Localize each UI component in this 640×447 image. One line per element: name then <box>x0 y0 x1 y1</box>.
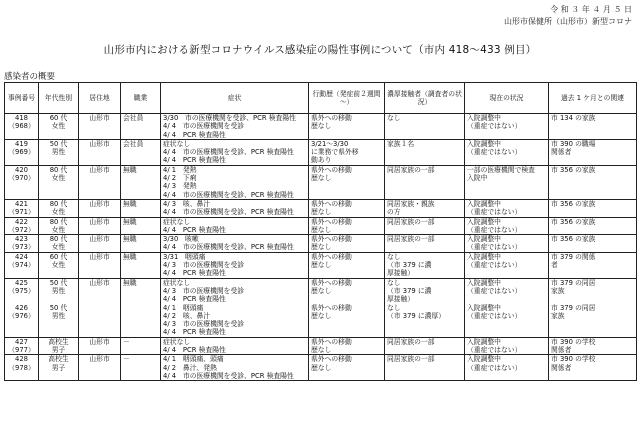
table-row <box>5 252 637 278</box>
column-header: 居住地 <box>79 83 121 114</box>
cell-line: 市 390 の学校 <box>551 355 596 364</box>
cell-line: 市 356 の家族 <box>551 165 596 174</box>
cell-line: 4/ 3 市の医療機関を受診 <box>163 261 245 270</box>
cell-line: 60 代 <box>49 114 68 122</box>
cell-line: 3/31 咽頭痛 <box>163 252 206 261</box>
cell-line: 418 <box>15 114 28 122</box>
case-number-cell <box>5 139 39 165</box>
cell-line: 419 <box>15 139 28 148</box>
cell-line: 県外への移動 <box>311 303 352 312</box>
cell-line: 80 代 <box>49 235 68 244</box>
activity-history-cell <box>309 355 385 381</box>
column-header: 事例番号 <box>5 83 39 114</box>
cell-line: 4/ 1 咽頭痛、頭痛 <box>163 355 224 364</box>
relation-cell <box>549 217 637 235</box>
case-number-cell <box>5 355 39 381</box>
cell-line: 4/ 4 PCR 検査陽性 <box>163 130 226 139</box>
table-row <box>5 278 637 337</box>
current-status-cell <box>465 278 549 337</box>
table-body <box>5 114 637 381</box>
case-number-cell <box>5 235 39 253</box>
current-status-cell <box>465 199 549 217</box>
cell-line: の方 <box>387 208 401 217</box>
age-sex-cell <box>39 252 79 278</box>
cell-line: 県外への移動 <box>311 235 352 244</box>
cell-line: 60 代 <box>49 252 68 261</box>
cell-line: （978） <box>8 363 35 372</box>
cell-line: （重症ではない） <box>467 346 522 355</box>
activity-history-cell <box>309 139 385 165</box>
cell-line: 県外への移動 <box>311 114 352 122</box>
cell-line: 歴なし <box>311 363 332 372</box>
cell-line: 女性 <box>51 261 66 270</box>
occupation-cell: 無職 <box>121 252 161 278</box>
cell-line: 家族 <box>551 286 565 295</box>
cell-line: 4/ 3 市の医療機関を受診 <box>163 320 245 329</box>
cell-line: 同居家族・親族 <box>387 199 435 208</box>
cell-line <box>41 295 76 303</box>
cell-line: 4/ 4 市の医療機関を受診、PCR 検査陽性 <box>163 190 294 199</box>
cell-line: 市 390 の職場 <box>551 139 596 148</box>
cell-line: 症状なし <box>163 139 191 148</box>
table-row <box>5 114 637 140</box>
case-number-cell <box>5 278 39 337</box>
cell-line: （重症ではない） <box>467 208 522 217</box>
close-contacts-cell <box>385 235 465 253</box>
cell-line: に業務で県外移 <box>311 148 359 157</box>
cell-line: 女性 <box>51 122 66 131</box>
cell-line: 421 <box>15 199 28 208</box>
cell-line: 4/ 1 発熱 <box>163 165 197 174</box>
current-status-cell <box>465 235 549 253</box>
column-header: 職業 <box>121 83 161 114</box>
cell-line: 歴なし <box>311 286 332 295</box>
relation-cell <box>549 337 637 355</box>
cell-line: 市 356 の家族 <box>551 235 596 244</box>
cell-line: （重症ではない） <box>467 243 522 252</box>
cell-line: 県外への移動 <box>311 355 352 364</box>
case-number-cell <box>5 252 39 278</box>
cell-line: 4/ 4 市の医療機関を受診、PCR 検査陽性 <box>163 371 294 380</box>
residence-cell: 山形市 <box>79 278 121 337</box>
cell-line: 4/ 2 下痢 <box>163 174 197 183</box>
cell-line: 3/30 市の医療機関を受診、PCR 検査陽性 <box>163 114 296 122</box>
cell-line: 歴なし <box>311 346 332 355</box>
cell-line: 入院調整中 <box>467 217 501 226</box>
current-status-cell <box>465 165 549 199</box>
residence-cell: 山形市 <box>79 114 121 140</box>
cell-line: 一部の医療機関で検査 <box>467 165 535 174</box>
occupation-cell: － <box>121 355 161 381</box>
cell-line: 市 379 の関係 <box>551 252 596 261</box>
table-row <box>5 199 637 217</box>
cell-line: 県外への移動 <box>311 217 352 226</box>
age-sex-cell <box>39 139 79 165</box>
cell-line: 入院調整中 <box>467 199 501 208</box>
age-sex-cell <box>39 235 79 253</box>
column-header: 行動歴（発症前２週間～） <box>309 83 385 114</box>
column-header: 過去 1 ケ月との関連 <box>549 83 637 114</box>
cell-line: 男性 <box>51 148 66 157</box>
cell-line: 425 <box>15 278 28 287</box>
close-contacts-cell <box>385 355 465 381</box>
symptoms-cell <box>161 139 309 165</box>
cell-line: （976） <box>8 311 35 320</box>
residence-cell: 山形市 <box>79 355 121 381</box>
cell-line: 426 <box>15 303 28 312</box>
relation-cell <box>549 199 637 217</box>
cell-line: 3/21～3/30 <box>311 139 349 148</box>
cell-line: 症状なし <box>163 337 191 346</box>
document-date: 令 和 ３ 年 ４ 月 ５ 日 <box>550 5 632 14</box>
case-number-cell <box>5 114 39 140</box>
activity-history-cell <box>309 235 385 253</box>
residence-cell: 山形市 <box>79 139 121 165</box>
cell-line: 者 <box>551 261 558 270</box>
cell-line: 入院調整中 <box>467 278 501 287</box>
document-header <box>504 4 632 28</box>
cell-line: 4/ 4 市の医療機関を受診、PCR 検査陽性 <box>163 243 294 252</box>
close-contacts-cell <box>385 252 465 278</box>
activity-history-cell <box>309 337 385 355</box>
cell-line <box>551 295 634 303</box>
cell-line: 男性 <box>51 311 66 320</box>
close-contacts-cell <box>385 278 465 337</box>
symptoms-cell <box>161 199 309 217</box>
cell-line: 422 <box>15 217 28 226</box>
cell-line: 歴なし <box>311 208 332 217</box>
table-row <box>5 355 637 381</box>
cell-line <box>311 295 382 303</box>
occupation-cell: 会社員 <box>121 114 161 140</box>
cell-line: （969） <box>8 148 35 157</box>
cell-line: 4/ 4 市の医療機関を受診、PCR 検査陽性 <box>163 148 294 157</box>
residence-cell: 山形市 <box>79 235 121 253</box>
age-sex-cell <box>39 165 79 199</box>
cell-line: 入院調整中 <box>467 337 501 346</box>
cell-line: なし <box>387 114 401 122</box>
age-sex-cell <box>39 278 79 337</box>
activity-history-cell <box>309 199 385 217</box>
cell-line: （973） <box>8 243 35 252</box>
current-status-cell <box>465 355 549 381</box>
cell-line: 県外への移動 <box>311 252 352 261</box>
cell-line: 高校生 <box>48 337 69 346</box>
relation-cell <box>549 139 637 165</box>
symptoms-cell <box>161 355 309 381</box>
symptoms-cell <box>161 217 309 235</box>
activity-history-cell <box>309 252 385 278</box>
cell-line: 80 代 <box>49 199 68 208</box>
cell-line: 同居家族の一部 <box>387 337 435 346</box>
cell-line: （市 379 に濃 <box>387 261 432 270</box>
cell-line: 4/ 3 市の医療機関を受診 <box>163 286 245 295</box>
cell-line: （重症ではない） <box>467 311 522 320</box>
activity-history-cell <box>309 165 385 199</box>
cell-line: 4/ 2 鼻汁、発熱 <box>163 363 217 372</box>
current-status-cell <box>465 139 549 165</box>
close-contacts-cell <box>385 114 465 140</box>
cell-line: 4/ 4 PCR 検査陽性 <box>163 295 226 304</box>
cell-line: 入院中 <box>467 174 488 183</box>
cell-line: 歴なし <box>311 261 332 270</box>
table-header <box>5 83 637 114</box>
cell-line: 市 356 の家族 <box>551 199 596 208</box>
cell-line: 4/ 4 市の医療機関を受診、PCR 検査陽性 <box>163 208 294 217</box>
cell-line: 50 代 <box>49 303 68 312</box>
age-sex-cell <box>39 217 79 235</box>
cell-line: 関係者 <box>551 363 572 372</box>
cell-line: 女性 <box>51 208 66 217</box>
page-title: 山形市内における新型コロナウイルス感染症の陽性事例について（市内 418～433 例目） <box>103 44 537 56</box>
cell-line: （重症ではない） <box>467 122 522 131</box>
cell-line: 女性 <box>51 225 66 234</box>
cell-line: 入院調整中 <box>467 139 501 148</box>
cell-line: （972） <box>8 225 35 234</box>
relation-cell <box>549 355 637 381</box>
cell-line: 歴なし <box>311 311 332 320</box>
case-number-cell <box>5 337 39 355</box>
cell-line: 80 代 <box>49 217 68 226</box>
current-status-cell <box>465 217 549 235</box>
cell-line: 4/ 4 PCR 検査陽性 <box>163 328 226 337</box>
residence-cell: 山形市 <box>79 337 121 355</box>
age-sex-cell <box>39 199 79 217</box>
cell-line: （968） <box>8 122 35 131</box>
cell-line: 症状なし <box>163 217 191 226</box>
cell-line: 県外への移動 <box>311 337 352 346</box>
close-contacts-cell <box>385 337 465 355</box>
activity-history-cell <box>309 217 385 235</box>
occupation-cell: － <box>121 337 161 355</box>
cell-line: 市 379 の同居 <box>551 303 596 312</box>
relation-cell <box>549 278 637 337</box>
cell-line: 4/ 4 PCR 検査陽性 <box>163 225 226 234</box>
section-label: 感染者の概要 <box>4 72 56 82</box>
relation-cell <box>549 114 637 140</box>
symptoms-cell <box>161 235 309 253</box>
case-number-cell <box>5 217 39 235</box>
cell-line: 家族１名 <box>387 139 415 148</box>
close-contacts-cell <box>385 217 465 235</box>
occupation-cell: 無職 <box>121 165 161 199</box>
current-status-cell <box>465 337 549 355</box>
cell-line: 家族 <box>551 311 565 320</box>
close-contacts-cell <box>385 165 465 199</box>
table-row <box>5 217 637 235</box>
residence-cell: 山形市 <box>79 165 121 199</box>
cell-line: 関係者 <box>551 346 572 355</box>
symptoms-cell <box>161 337 309 355</box>
close-contacts-cell <box>385 139 465 165</box>
cell-line: 4/ 4 PCR 検査陽性 <box>163 346 226 355</box>
close-contacts-cell <box>385 199 465 217</box>
relation-cell <box>549 235 637 253</box>
relation-cell <box>549 252 637 278</box>
cell-line: 428 <box>15 355 28 364</box>
age-sex-cell <box>39 114 79 140</box>
header-row <box>5 83 637 114</box>
cell-line: なし <box>387 278 401 287</box>
cell-line: 市 356 の家族 <box>551 217 596 226</box>
cell-line: 入院調整中 <box>467 114 501 122</box>
cell-line <box>7 295 36 303</box>
cell-line: 男子 <box>51 363 66 372</box>
current-status-cell <box>465 252 549 278</box>
cell-line: 同居家族の一部 <box>387 355 435 364</box>
cell-line: 420 <box>15 165 28 174</box>
cell-line: （重症ではない） <box>467 363 522 372</box>
cell-line: 424 <box>15 252 28 261</box>
symptoms-cell <box>161 165 309 199</box>
age-sex-cell <box>39 337 79 355</box>
activity-history-cell <box>309 114 385 140</box>
table-row <box>5 337 637 355</box>
cell-line: （971） <box>8 208 35 217</box>
cell-line: なし <box>387 252 401 261</box>
cell-line: 市 134 の家族 <box>551 114 596 122</box>
cell-line: 歴なし <box>311 243 332 252</box>
cell-line: 女性 <box>51 243 66 252</box>
cell-line: 4/ 4 PCR 検査陽性 <box>163 156 226 165</box>
cell-line: 市 379 の同居 <box>551 278 596 287</box>
occupation-cell: 無職 <box>121 217 161 235</box>
cell-line: 市 390 の学校 <box>551 337 596 346</box>
table-row <box>5 235 637 253</box>
cell-line: （重症ではない） <box>467 225 522 234</box>
cell-line: 4/ 2 咳、鼻汁 <box>163 311 211 320</box>
cell-line: 4/ 1 咽頭痛 <box>163 303 204 312</box>
cell-line: 427 <box>15 337 28 346</box>
cell-line: 県外への移動 <box>311 165 352 174</box>
cell-line: 同居家族の一部 <box>387 165 435 174</box>
column-header: 症状 <box>161 83 309 114</box>
cell-line: 同居家族の一部 <box>387 235 435 244</box>
activity-history-cell <box>309 278 385 337</box>
cell-line: （重症ではない） <box>467 261 522 270</box>
occupation-cell: 無職 <box>121 199 161 217</box>
residence-cell: 山形市 <box>79 252 121 278</box>
cell-line: 歴なし <box>311 122 332 131</box>
symptoms-cell <box>161 114 309 140</box>
symptoms-cell <box>161 278 309 337</box>
cell-line: （重症ではない） <box>467 148 522 157</box>
cases-table <box>4 82 637 381</box>
residence-cell: 山形市 <box>79 199 121 217</box>
cell-line: 入院調整中 <box>467 303 501 312</box>
cell-line: 歴なし <box>311 174 332 183</box>
cell-line: 関係者 <box>551 148 572 157</box>
cell-line <box>467 295 546 303</box>
case-number-cell <box>5 165 39 199</box>
column-header: 濃厚接触者（調査者の状況） <box>385 83 465 114</box>
cell-line: 80 代 <box>49 165 68 174</box>
occupation-cell: 無職 <box>121 235 161 253</box>
cell-line: 423 <box>15 235 28 244</box>
cell-line: （974） <box>8 261 35 270</box>
cell-line: 歴なし <box>311 225 332 234</box>
relation-cell <box>549 165 637 199</box>
cell-line: 同居家族の一部 <box>387 217 435 226</box>
cell-line: 4/ 3 発熱 <box>163 182 197 191</box>
cell-line: 入院調整中 <box>467 235 501 244</box>
table-row <box>5 165 637 199</box>
cell-line: （975） <box>8 286 35 295</box>
column-header: 現在の状況 <box>465 83 549 114</box>
cell-line: 4/ 3 咳、鼻汁 <box>163 199 211 208</box>
cell-line: 50 代 <box>49 139 68 148</box>
cell-line: （重症ではない） <box>467 286 522 295</box>
cell-line: 女性 <box>51 174 66 183</box>
cell-line: 県外への移動 <box>311 278 352 287</box>
cell-line: 4/ 4 PCR 検査陽性 <box>163 269 226 278</box>
occupation-cell: 会社員 <box>121 139 161 165</box>
symptoms-cell <box>161 252 309 278</box>
occupation-cell: 無職 <box>121 278 161 337</box>
cell-line: （市 379 に濃厚） <box>387 311 446 320</box>
cell-line: （970） <box>8 174 35 183</box>
issuing-department: 山形市保健所（山形市）新型コロナ <box>504 17 632 26</box>
cell-line: 動あり <box>311 156 332 165</box>
cell-line: （市 379 に濃 <box>387 286 432 295</box>
case-number-cell <box>5 199 39 217</box>
table-row <box>5 139 637 165</box>
cell-line: 入院調整中 <box>467 355 501 364</box>
cell-line: 4/ 4 市の医療機関を受診 <box>163 122 245 131</box>
current-status-cell <box>465 114 549 140</box>
cell-line: 県外への移動 <box>311 199 352 208</box>
column-header: 年代性別 <box>39 83 79 114</box>
cell-line: 厚接触） <box>387 295 415 304</box>
cell-line: 男子 <box>51 346 66 355</box>
cell-line: （977） <box>8 346 35 355</box>
cell-line: 症状なし <box>163 278 191 287</box>
cell-line: 男性 <box>51 286 66 295</box>
cell-line: なし <box>387 303 401 312</box>
cell-line: 3/30 咳嗽 <box>163 235 199 244</box>
cell-line: 高校生 <box>48 355 69 364</box>
age-sex-cell <box>39 355 79 381</box>
residence-cell: 山形市 <box>79 217 121 235</box>
cell-line: 入院調整中 <box>467 252 501 261</box>
cell-line: 厚接触） <box>387 269 415 278</box>
cell-line: 50 代 <box>49 278 68 287</box>
